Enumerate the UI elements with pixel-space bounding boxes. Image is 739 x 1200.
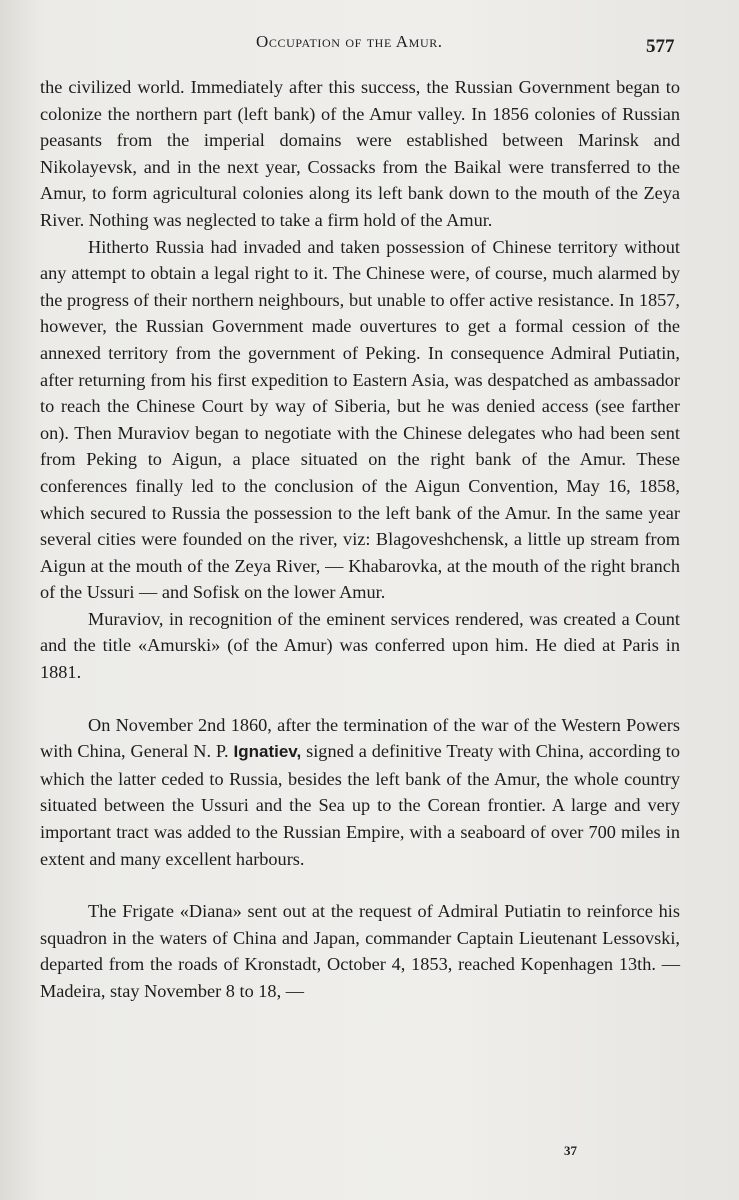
body-text xyxy=(40,74,680,1005)
signature-mark: 37 xyxy=(564,1143,577,1158)
paragraph-muraviov-count: Muraviov, in recognition of the eminent services rendered, was created a Count and the title «Amurski» (of the Amur) was conferred upon him. He died at Paris in 1881. xyxy=(40,608,680,683)
page-header xyxy=(0,30,739,60)
paragraph-chinese-territory: Hitherto Russia had invaded and taken possession of Chinese territory without any attempt to obtain a legal right to it. The Chinese were, of course, much alarmed by the progress of their northern neighbours, but unable to offer active resistance. In 1857, however, the Russian Government made ouvertures to get a formal cession of the annexed territory from the government of Peking. In consequence Admiral Putiatin, after returning from his first expedition to Eastern Asia, was despatched as ambassador to reach the Chinese Court by way of Siberia, but he was denied access (see farther on). Then Muraviov began to negotiate with the Chinese delegates who had been sent from Peking to Aigun, a place situated on the right bank of the Amur. These conferences finally led to the conclusion of the Aigun Convention, May 16, 1858, which secured to Russia the possession to the left bank of the Amur. In the same year several cities were founded on the river, viz: Blagoveshchensk, a little up stream from Aigun at the mouth of the Zeya River, — Khabarovka, at the mouth of the right branch of the Ussuri — and Sofisk on the lower Amur. xyxy=(40,236,680,603)
paragraph-treaty-1860 xyxy=(40,712,680,873)
paragraph-frigate-diana: The Frigate «Diana» sent out at the request of Admiral Putiatin to reinforce his squadron in the waters of China and Japan, commander Captain Lieutenant Lessovski, departed from the roads of Kronstadt, October 4, 1853, reached Kopenhagen 13th. — Madeira, stay November 8 to 18, — xyxy=(40,901,680,1001)
paragraph-continuation: the civilized world. Immediately after this success, the Russian Government began to colonize the northern part (left bank) of the Amur valley. In 1856 colonies of Russian peasants from the imperial domains were established between Marinsk and Nikolayevsk, and in the next year, Cossacks from the Baikal were transferred to the Amur, to form agricultural colonies along its left bank down to the mouth of the Zeya River. Nothing was neglected to take a firm hold of the Amur. xyxy=(40,77,680,230)
ignatiev-name: Ignatiev, xyxy=(233,742,302,762)
treaty-text-before: On November 2nd 1860, after the termination of the war of the Western Powers with China, General N. P. xyxy=(40,714,680,762)
running-title: Occupation of the Amur. xyxy=(256,32,443,51)
treaty-text-after: signed a definitive Treaty with China, according to which the latter ceded to Russia, besides the left bank of the Amur, the whole country situated between the Ussuri and the Sea up to the Corean frontier. A large and very important tract was added to the Russian Empire, with a seaboard of over 700 miles in extent and many excellent harbours. xyxy=(40,741,680,869)
page-number: 577 xyxy=(646,36,675,57)
